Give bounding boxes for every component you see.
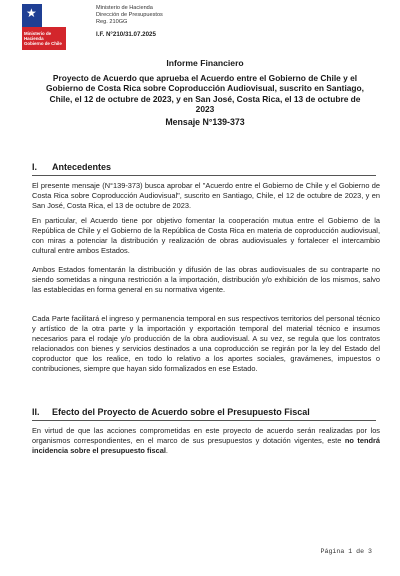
section-divider [32,175,376,176]
paragraph: Ambos Estados fomentarán la distribución y difusión de las obras audiovisuales de su contraparte no siendo sometidas a ninguna restricción a la importación, distribución y/o exhibición de los mismos, salvo las establecidas en forma general en su normativa vigente. [32,265,380,295]
page-number: Página 1 de 3 [320,548,372,555]
registry-number: Reg. 210GG [96,18,128,25]
star-icon: ★ [26,6,37,20]
direction-name: Dirección de Presupuestos [96,11,163,18]
emphasis-text: no tendrá incidencia sobre el presupuesto fiscal [32,436,381,456]
report-heading: Informe Financiero [166,58,244,68]
section-title: Efecto del Proyecto de Acuerdo sobre el Presupuesto Fiscal [52,407,310,417]
project-title: Proyecto de Acuerdo que aprueba el Acuerdo entre el Gobierno de Chile y el Gobierno de Costa Rica sobre Coproducción Audiovisual, suscrito en Santiago, Chile, el 12 de octubre de 2023, y en San José, Costa Rica, el 13 de octubre de 2023 [46,73,364,115]
report-number: I.F. N°210/31.07.2025 [96,31,156,38]
paragraph: El presente mensaje (N°139-373) busca aprobar el "Acuerdo entre el Gobierno de Chile y el Gobierno de Costa Rica sobre Coproducción Audiovisual", suscrito en Santiago, Chile, el 12 de octubre de 2023, y en San José, Costa Rica, el 13 de octubre de 2023. [32,181,380,211]
title-block [40,58,370,128]
section-heading-antecedentes [32,162,111,172]
section-title: Antecedentes [52,162,112,172]
government-logo [22,4,66,50]
paragraph: En particular, el Acuerdo tiene por objetivo fomentar la cooperación mutua entre el Gobierno de la República de Chile y el Gobierno de la República de Costa Rica en materia de coproducción audiovisual, con miras a potenciar la distribución y realización de obras audiovisuales y fortalecer el intercambio cultural entre ambos Estados. [32,216,380,256]
section-divider [32,420,376,421]
logo-white-block [42,4,66,27]
ministry-name: Ministerio de Hacienda [96,5,153,11]
section-heading-efecto [32,407,310,417]
paragraph: Cada Parte facilitará el ingreso y permanencia temporal en sus respectivos territorios del personal técnico y artístico de la otra parte y la importación y exportación temporal del material técnico e insumos necesarios para el rodaje y/o producción de la obra audiovisual. A su vez, se regula que los contratos relacionados con bienes y servicios destinados a una coproducción se regirán por la ley del Estado del coproductor que los realice, en todo lo relativo a los aportes sociales, gravámenes, impuestos o contribuciones, siempre que hayan sido formalizados en ese Estado. [32,314,380,374]
letterhead-block [96,5,163,25]
paragraph: En virtud de que las acciones comprometidas en este proyecto de acuerdo serán realizadas por los organismos correspondientes, en el marco de sus presupuestos y dotación vigentes, este no tendrá incidencia sobre el presupuesto fiscal. [32,426,381,456]
logo-text: Ministerio de Hacienda Gobierno de Chile [24,31,62,46]
section-number: II. [32,407,40,417]
section-number: I. [32,162,38,172]
message-number: Mensaje N°139-373 [165,116,245,127]
